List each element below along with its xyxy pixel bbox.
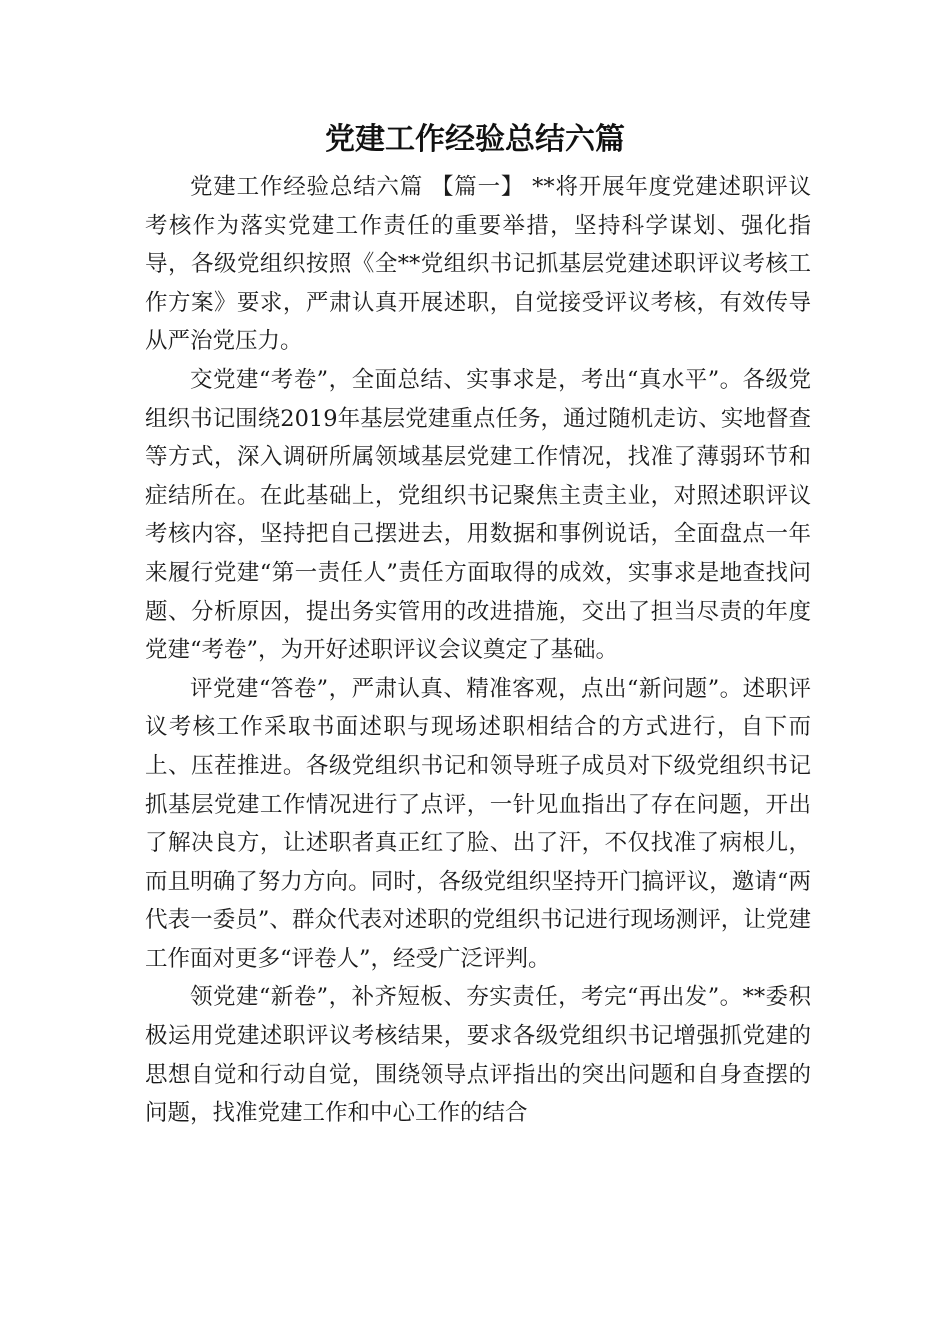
document-title: 党建工作经验总结六篇 [325, 122, 625, 157]
paragraph-4: 领党建“新卷”，补齐短板、夯实责任，考完“再出发”。**委积极运用党建述职评议考核结果，要求各级党组织书记增强抓党建的思想自觉和行动自觉，围绕领导点评指出的突出问题和自身查摆的问题，找准党建工作和中心工作的结合 [145, 984, 811, 1127]
paragraph-1: 党建工作经验总结六篇 【篇一】 **将开展年度党建述职评议考核作为落实党建工作责任的重要举措，坚持科学谋划、强化指导，各级党组织按照《全**党组织书记抓基层党建述职评议考核工作方案》要求，严肃认真开展述职，自觉接受评议考核，有效传导从严治党压力。 [145, 174, 811, 355]
document-body [145, 168, 811, 1133]
paragraph-2: 交党建“考卷”，全面总结、实事求是，考出“真水平”。各级党组织书记围绕2019年基层党建重点任务，通过随机走访、实地督查等方式，深入调研所属领域基层党建工作情况，找准了薄弱环节和症结所在。在此基础上，党组织书记聚焦主责主业，对照述职评议考核内容，坚持把自己摆进去，用数据和事例说话，全面盘点一年来履行党建“第一责任人”责任方面取得的成效，实事求是地查找问题、分析原因，提出务实管用的改进措施，交出了担当尽责的年度党建“考卷”，为开好述职评议会议奠定了基础。 [145, 366, 811, 664]
paragraph-3: 评党建“答卷”，严肃认真、精准客观，点出“新问题”。述职评议考核工作采取书面述职与现场述职相结合的方式进行，自下而上、压茬推进。各级党组织书记和领导班子成员对下级党组织书记抓基层党建工作情况进行了点评，一针见血指出了存在问题，开出了解决良方，让述职者真正红了脸、出了汗，不仅找准了病根儿，而且明确了努力方向。同时，各级党组织坚持开门搞评议，邀请“两代表一委员”、群众代表对述职的党组织书记进行现场测评，让党建工作面对更多“评卷人”，经受广泛评判。 [145, 675, 811, 972]
